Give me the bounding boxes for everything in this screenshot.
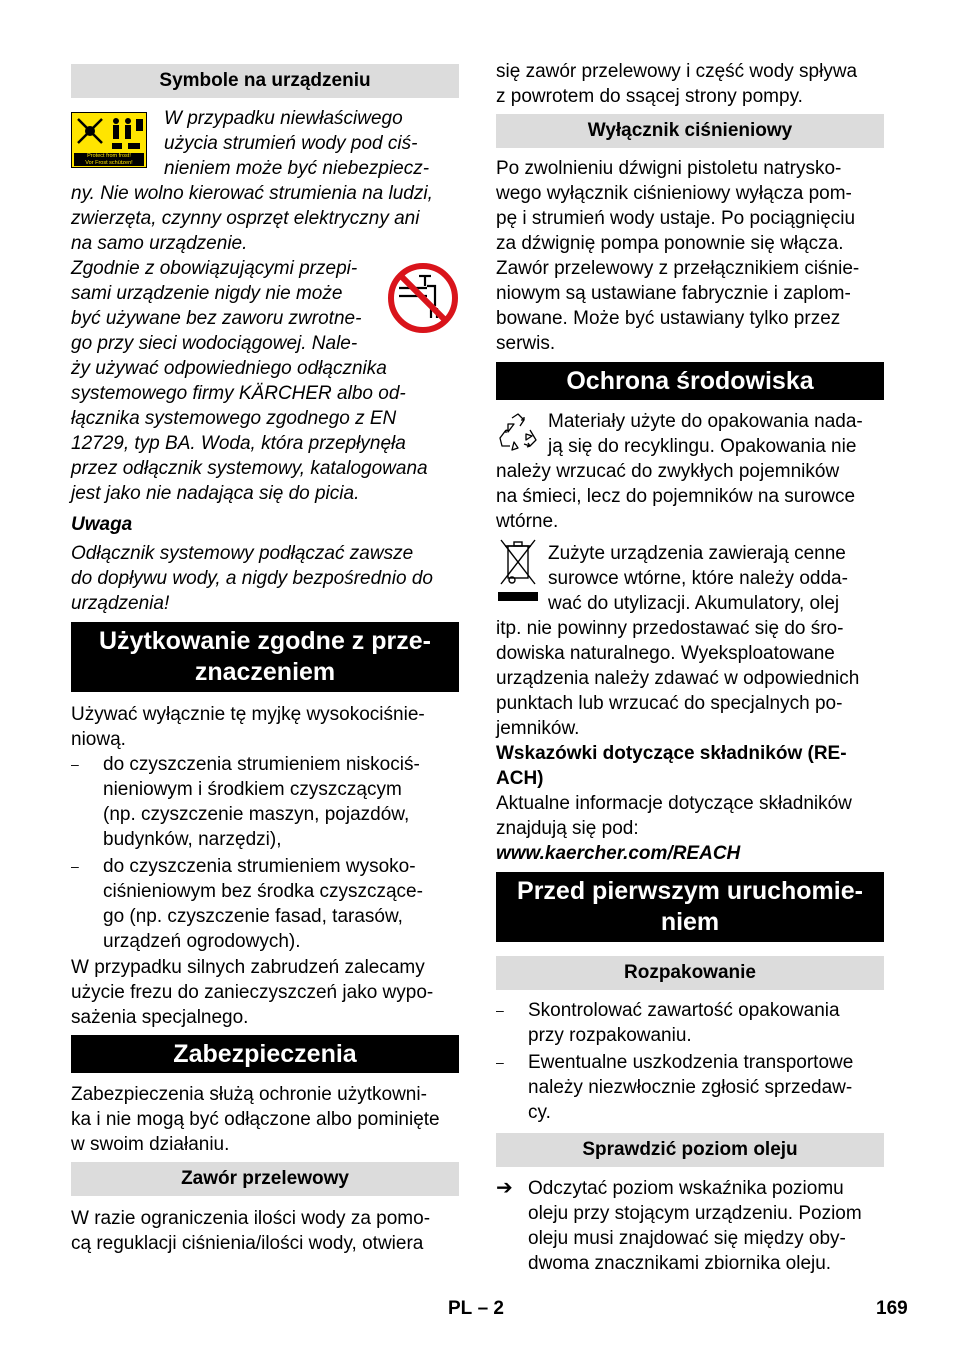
note-title: Uwaga (71, 514, 133, 535)
oil-list (496, 1176, 884, 1278)
use-intro: Używać wyłącznie tę myjkę wysokociśnie- niową. (71, 704, 425, 750)
dash-bullet: – (71, 756, 79, 772)
heading-environment: Ochrona środowiska (496, 362, 884, 400)
list-item: ➔ Odczytać poziom wskaźnika poziomu oleju przy stojącym urządzeniu. Poziom oleju musi znajdować się między oby- dwoma znacznikami zbiornika oleju. (496, 1177, 862, 1274)
list-item: – do czyszczenia strumieniem niskociś- nieniowym i środkiem czyszczącym (np. czyszczenie maszyn, pojazdów, budynków, narzędzi), (71, 754, 420, 850)
frost-warning-label-icon: Protect from frost! Vor Frost schützen! (71, 112, 147, 168)
dash-bullet: – (71, 858, 79, 874)
warning-text: W przypadku niewłaściwego użycia strumień wody pod ciś- nieniem może być niebezpiecz- ny. Nie wolno kierować strumienia na ludzi, zwierzęta, czynny osprzęt elektryczny ani na samo urządzenie. (71, 108, 433, 254)
recycling-text: Materiały użyte do opakowania nada- ją się do recyklingu. Opakowania nie należy wrzucać do zwykłych pojemników na śmieci, lecz do pojemników na surowce wtórne. (496, 411, 863, 532)
reach-title: Wskazówki dotyczące składników (RE- ACH) (496, 743, 847, 789)
heading-before-first-use: Przed pierwszym uruchomie- niem (496, 872, 884, 942)
reach-link[interactable]: www.kaercher.com/REACH (496, 843, 741, 864)
overflow-text: W razie ograniczenia ilości wody za pomo- cą reguklacji ciśnienia/ilości wody, otwiera (71, 1208, 431, 1254)
heading-safety: Zabezpieczenia (71, 1035, 459, 1073)
heading-intended-use: Użytkowanie zgodne z prze- znaczeniem (71, 622, 459, 692)
list-item: – Skontrolować zawartość opakowania przy rozpakowaniu. (496, 1000, 840, 1046)
footer-language: PL – 2 (448, 1298, 504, 1319)
list-item: – do czyszczenia strumieniem wysoko- ciśnieniowym bez środka czyszczące- go (np. czyszczenie fasad, tarasów, urządzeń ogrodowych). (71, 856, 423, 952)
arrow-right-icon: ➔ (496, 1177, 513, 1199)
heading-unpacking: Rozpakowanie (496, 956, 884, 990)
unpack-list (496, 998, 884, 1127)
heading-symbols: Symbole na urządzeniu (71, 64, 459, 98)
heading-pressure-switch: Wyłącznik ciśnieniowy (496, 114, 884, 148)
dash-bullet: – (496, 1054, 504, 1070)
use-outro: W przypadku silnych zabrudzeń zalecamy użycie frezu do zanieczyszczeń jako wypo- sażenia specjalnego. (71, 957, 434, 1028)
dash-bullet: – (496, 1002, 504, 1018)
regulation-text: Zgodnie z obowiązującymi przepi- sami urządzenie nigdy nie może być używane bez zaworu zwrotne- go przy sieci wodociągowej. Nale- ży używać odpowiedniego odłącznika systemowego firmy KÄRCHER albo od- łącznika systemowego zgodnego z EN 12729, typ BA. Woda, która przepłynęła przez odłącznik systemowy, katalogowana jest jako nie nadająca się do picia. (71, 258, 428, 504)
use-list (71, 752, 459, 956)
note-text: Odłącznik systemowy podłączać zawsze do dopływu wody, a nigdy bezpośrednio do urządzenia! (71, 543, 433, 614)
pressure-text: Po zwolnieniu dźwigni pistoletu natrysko- wego wyłącznik ciśnieniowy wyłącza pom- pę i strumień wody ustaje. Po pociągnięciu za dźwignię pompa ponownie się włącza. Zawór przelewowy z przełącznikiem ciśnie- niowym są ustawiane fabrycznie i zaplom- bowane. Może być ustawiany tylko przez serwis. (496, 158, 860, 354)
list-item: – Ewentualne uszkodzenia transportowe należy niezwłocznie zgłosić sprzedaw- cy. (496, 1052, 854, 1123)
safety-text: Zabezpieczenia służą ochronie użytkowni- ka i nie mogą być odłączone albo pominięte w swoim działaniu. (71, 1084, 440, 1155)
page-number: 169 (876, 1298, 908, 1319)
overflow-text-continued: się zawór przelewowy i część wody spływa z powrotem do ssącej strony pompy. (496, 61, 858, 107)
heading-overflow-valve: Zawór przelewowy (71, 1162, 459, 1196)
weee-text: Zużyte urządzenia zawierają cenne surowce wtórne, które należy odda- wać do utylizacji. Akumulatory, olej itp. nie powinny przedostawać się do śro- dowiska naturalnego. Wyeksploatowane urządzenia należy zdawać w odpowiednich punktach lub wrzucać do specjalnych po- jemników. (496, 543, 860, 739)
reach-text: Aktualne informacje dotyczące składników znajdują się pod: (496, 793, 852, 839)
heading-check-oil: Sprawdzić poziom oleju (496, 1133, 884, 1167)
